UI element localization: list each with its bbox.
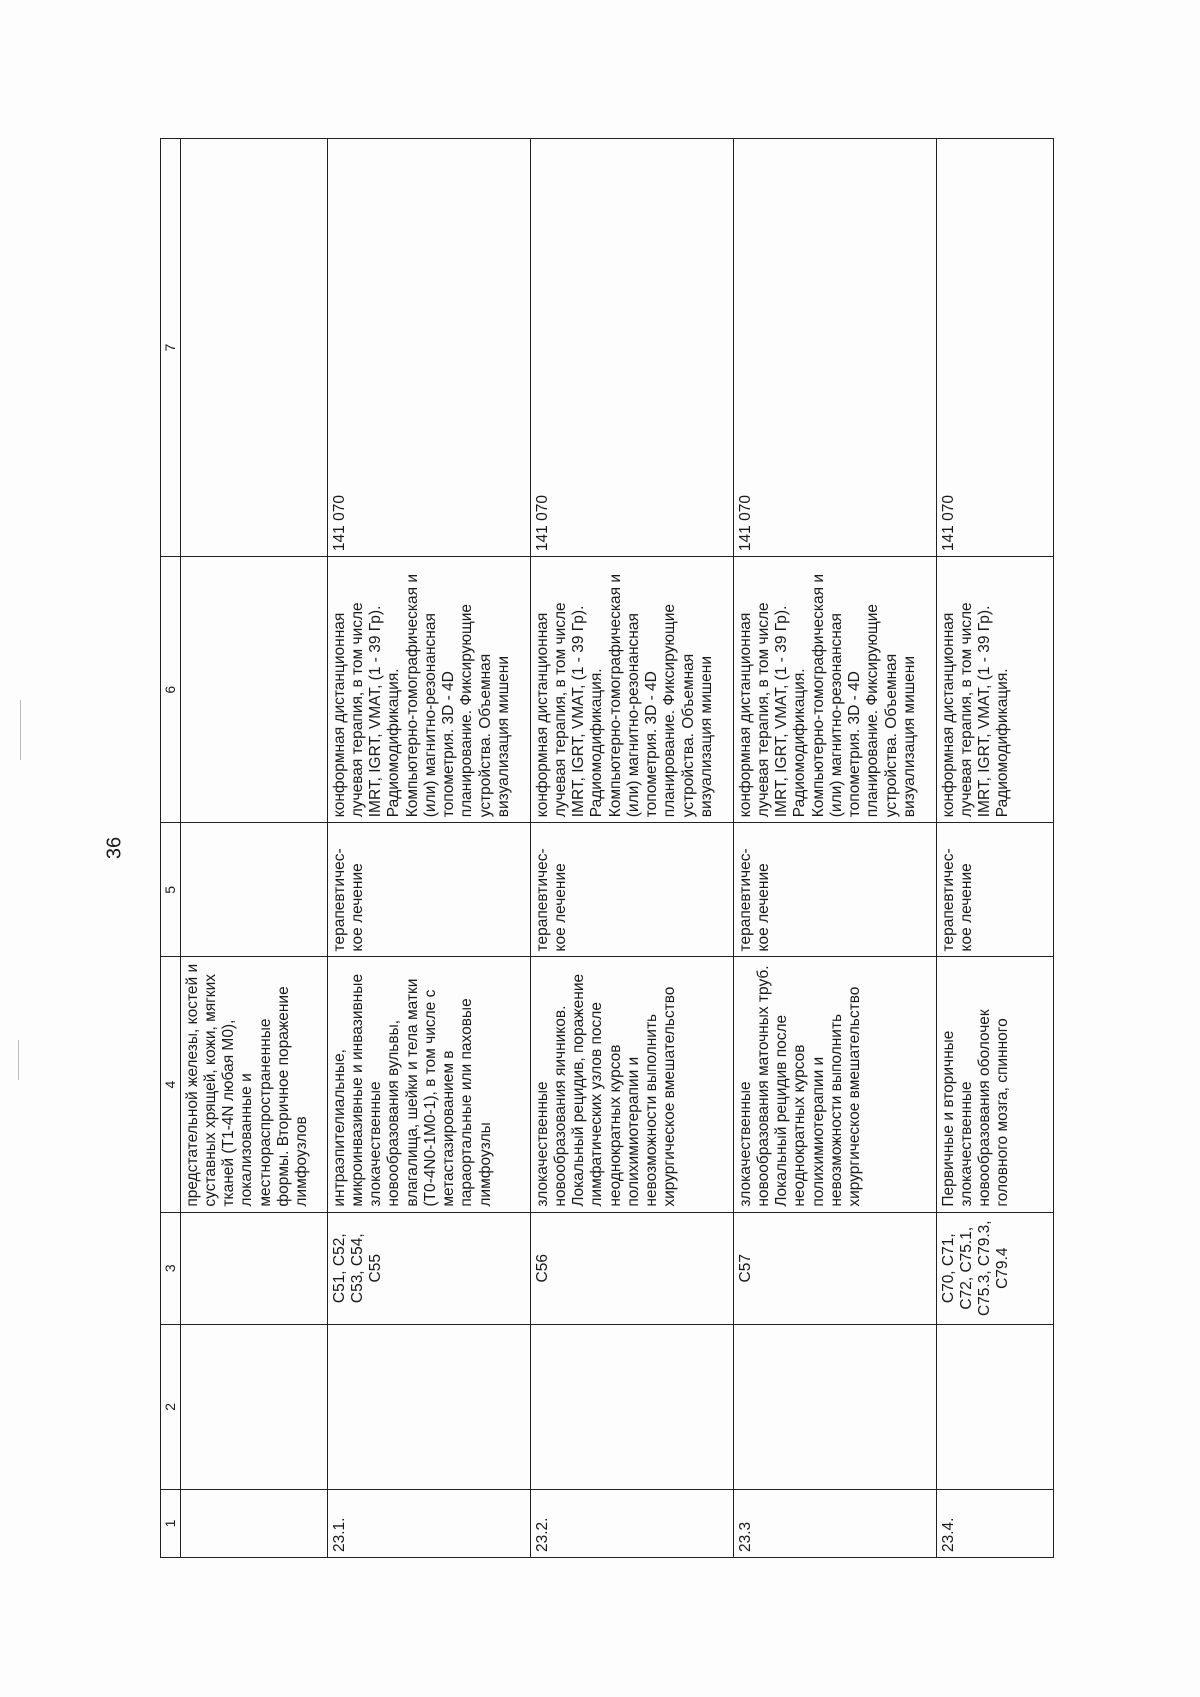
col2-cell: [327, 1324, 530, 1489]
col2-cell: [530, 1324, 733, 1489]
header-cell: 5: [161, 823, 181, 957]
header-cell: 1: [161, 1489, 181, 1557]
treatment-type-cell: терапевтичес-кое лечение: [733, 823, 936, 957]
col2-cell: [180, 1324, 327, 1489]
icd-codes-cell: C51, C52, C53, C54, C55: [327, 1212, 530, 1324]
table-row: [180, 139, 327, 1558]
table-row: [327, 139, 530, 1558]
treatment-type-cell: терапевтичес-кое лечение: [327, 823, 530, 957]
description-cell: злокачественные новообразования яичников. Локальный рецидив, поражение лимфатических узлов после неоднократных курсов полихимиотерапии и невозможности выполнить хирургическое вмешательство: [530, 957, 733, 1212]
cost-cell: 141 070: [327, 139, 530, 557]
col2-cell: [733, 1324, 936, 1489]
medical-services-table: [160, 138, 1054, 1558]
scan-artifact: [20, 700, 21, 760]
header-cell: 3: [161, 1212, 181, 1324]
description-cell: интраэпителиальные, микроинвазивные и инвазивные злокачественные новообразования вульвы, влагалища, шейки и тела матки (T0-4N0-1M0-1), в том числе с метастазированием в параортальные или паховые лимфоузлы: [327, 957, 530, 1212]
row-number-cell: 23.3: [733, 1489, 936, 1557]
header-cell: 7: [161, 139, 181, 557]
table-row: [733, 139, 936, 1558]
page-number: 36: [103, 836, 126, 860]
cost-cell: [180, 139, 327, 557]
row-number-cell: 23.4.: [936, 1489, 1053, 1557]
header-cell: 6: [161, 557, 181, 823]
header-cell: 4: [161, 957, 181, 1212]
table-header-row: [161, 139, 181, 1558]
method-cell: конформная дистанционная лучевая терапия, в том числе IMRT, IGRT, VMAT, (1 - 39 Гр). Радиомодификация. Компьютерно-томографическая и (или) магнитно-резонансная топометрия. 3D - 4D планирование. Фиксирующие устройства. Объемная визуализация мишени: [327, 557, 530, 823]
header-cell: 2: [161, 1324, 181, 1489]
treatment-type-cell: [180, 823, 327, 957]
method-cell: конформная дистанционная лучевая терапия, в том числе IMRT, IGRT, VMAT, (1 - 39 Гр). Радиомодификация. Компьютерно-томографическая и (или) магнитно-резонансная топометрия. 3D - 4D планирование. Фиксирующие устройства. Объемная визуализация мишени: [530, 557, 733, 823]
description-cell: злокачественные новообразования маточных труб. Локальный рецидив после неоднократных курсов полихимиотерапии и невозможности выполнить хирургическое вмешательство: [733, 957, 936, 1212]
icd-codes-cell: C70, C71, C72, C75.1, C75.3, C79.3, C79.4: [936, 1212, 1053, 1324]
icd-codes-cell: [180, 1212, 327, 1324]
description-cell: предстательной железы, костей и суставных хрящей, кожи, мягких тканей (T1-4N любая M0), локализованные и местнораспространенные формы. Вторичное поражение лимфоузлов: [180, 957, 327, 1212]
col2-cell: [936, 1324, 1053, 1489]
treatment-type-cell: терапевтичес-кое лечение: [530, 823, 733, 957]
row-number-cell: 23.1.: [327, 1489, 530, 1557]
table-row: [936, 139, 1053, 1558]
cost-cell: 141 070: [733, 139, 936, 557]
method-cell: конформная дистанционная лучевая терапия, в том числе IMRT, IGRT, VMAT, (1 - 39 Гр). Радиомодификация.: [936, 557, 1053, 823]
cost-cell: 141 070: [530, 139, 733, 557]
row-number-cell: 23.2.: [530, 1489, 733, 1557]
scan-artifact: [18, 1040, 19, 1080]
row-number-cell: [180, 1489, 327, 1557]
table-container: [160, 138, 1040, 1558]
method-cell: [180, 557, 327, 823]
description-cell: Первичные и вторичные злокачественные новообразования оболочек головного мозга, спинного: [936, 957, 1053, 1212]
icd-codes-cell: C57: [733, 1212, 936, 1324]
treatment-type-cell: терапевтичес-кое лечение: [936, 823, 1053, 957]
cost-cell: 141 070: [936, 139, 1053, 557]
method-cell: конформная дистанционная лучевая терапия, в том числе IMRT, IGRT, VMAT, (1 - 39 Гр). Радиомодификация. Компьютерно-томографическая и (или) магнитно-резонансная топометрия. 3D - 4D планирование. Фиксирующие устройства. Объемная визуализация мишени: [733, 557, 936, 823]
icd-codes-cell: C56: [530, 1212, 733, 1324]
table-row: [530, 139, 733, 1558]
